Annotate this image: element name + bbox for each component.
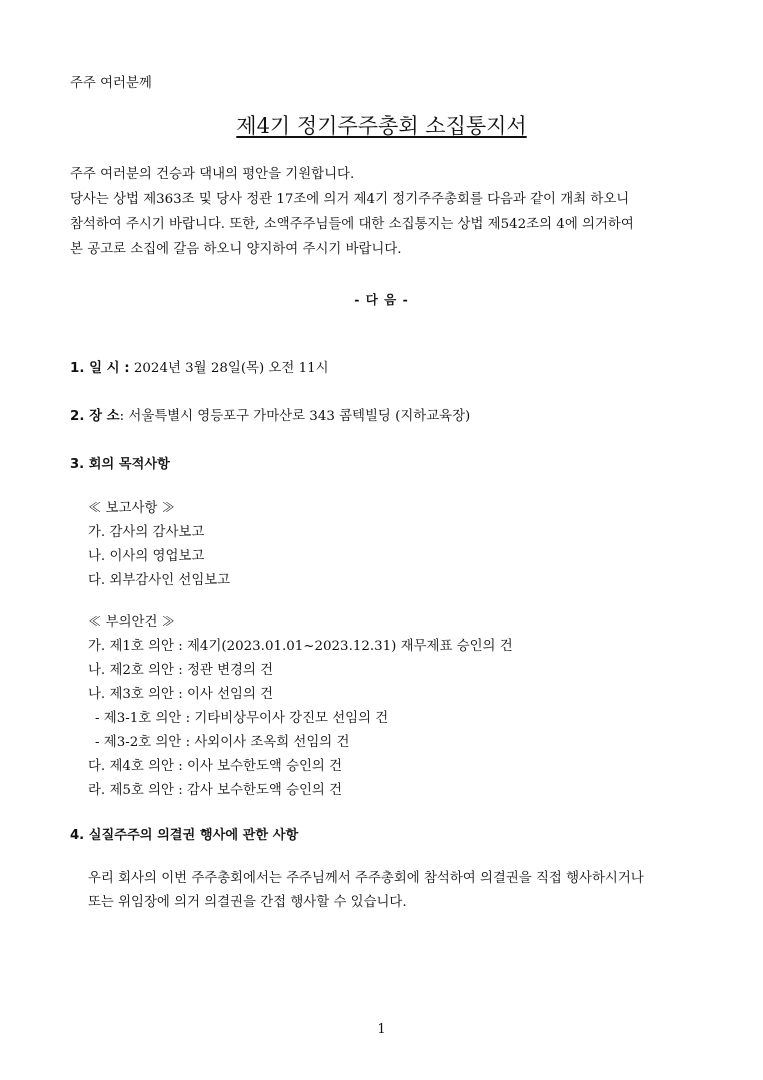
list-item: 다. 외부감사인 선임보고 [88,573,231,588]
intro-line: 참석하여 주시기 바랍니다. 또한, 소액주주님들에 대한 소집통지는 상법 제542조의 4에 의거하여 [70,217,634,232]
section-datetime-value: 2024년 3월 28일(목) 오전 11시 [129,361,329,376]
list-item: - 제3-1호 의안 : 기타비상무이사 강진모 선임의 건 [95,711,389,726]
list-item: 나. 이사의 영업보고 [88,549,205,564]
intro-line: 주주 여러분의 건승과 댁내의 평안을 기원합니다. [70,167,355,182]
list-item: 라. 제5호 의안 : 감사 보수한도액 승인의 건 [88,783,343,798]
section-datetime-label: 1. 일 시 : [70,361,130,376]
document-title [0,110,763,140]
document-title-text: 제4기 정기주주총회 소집통지서 [236,114,527,138]
section-location-label: 2. 장 소 [70,409,120,424]
section-location [70,410,470,423]
voting-line: 우리 회사의 이번 주주총회에서는 주주님께서 주주총회에 참석하여 의결권을 직접 행사하시거나 [88,871,644,886]
divider-heading: - 다 음 - [354,292,409,307]
list-item: 나. 제2호 의안 : 정관 변경의 건 [88,663,274,678]
section-datetime [70,362,329,375]
list-item: 나. 제3호 의안 : 이사 선임의 건 [88,687,274,702]
section-location-value: : 서울특별시 영등포구 가마산로 343 콤텍빌딩 (지하교육장) [119,409,471,424]
section-agenda-heading: 3. 회의 목적사항 [70,457,170,472]
list-item: 가. 제1호 의안 : 제4기(2023.01.01~2023.12.31) 재무제표 승인의 건 [88,639,513,654]
voting-line: 또는 위임장에 의거 의결권을 간접 행사할 수 있습니다. [88,895,407,910]
page-number: 1 [377,1022,386,1037]
intro-line: 당사는 상법 제363조 및 당사 정관 17조에 의거 제4기 정기주주총회를 다음과 같이 개최 하오니 [70,192,630,207]
list-item: 다. 제4호 의안 : 이사 보수한도액 승인의 건 [88,759,343,774]
intro-line: 본 공고로 소집에 갈음 하오니 양지하여 주시기 바랍니다. [70,242,402,257]
agenda-header: ≪ 부의안건 ≫ [88,615,176,630]
salutation: 주주 여러분께 [70,76,152,91]
list-item: 가. 감사의 감사보고 [88,525,205,540]
section-voting-heading: 4. 실질주주의 의결권 행사에 관한 사항 [70,828,299,843]
report-header: ≪ 보고사항 ≫ [88,501,176,516]
list-item: - 제3-2호 의안 : 사외이사 조옥희 선임의 건 [95,735,350,750]
